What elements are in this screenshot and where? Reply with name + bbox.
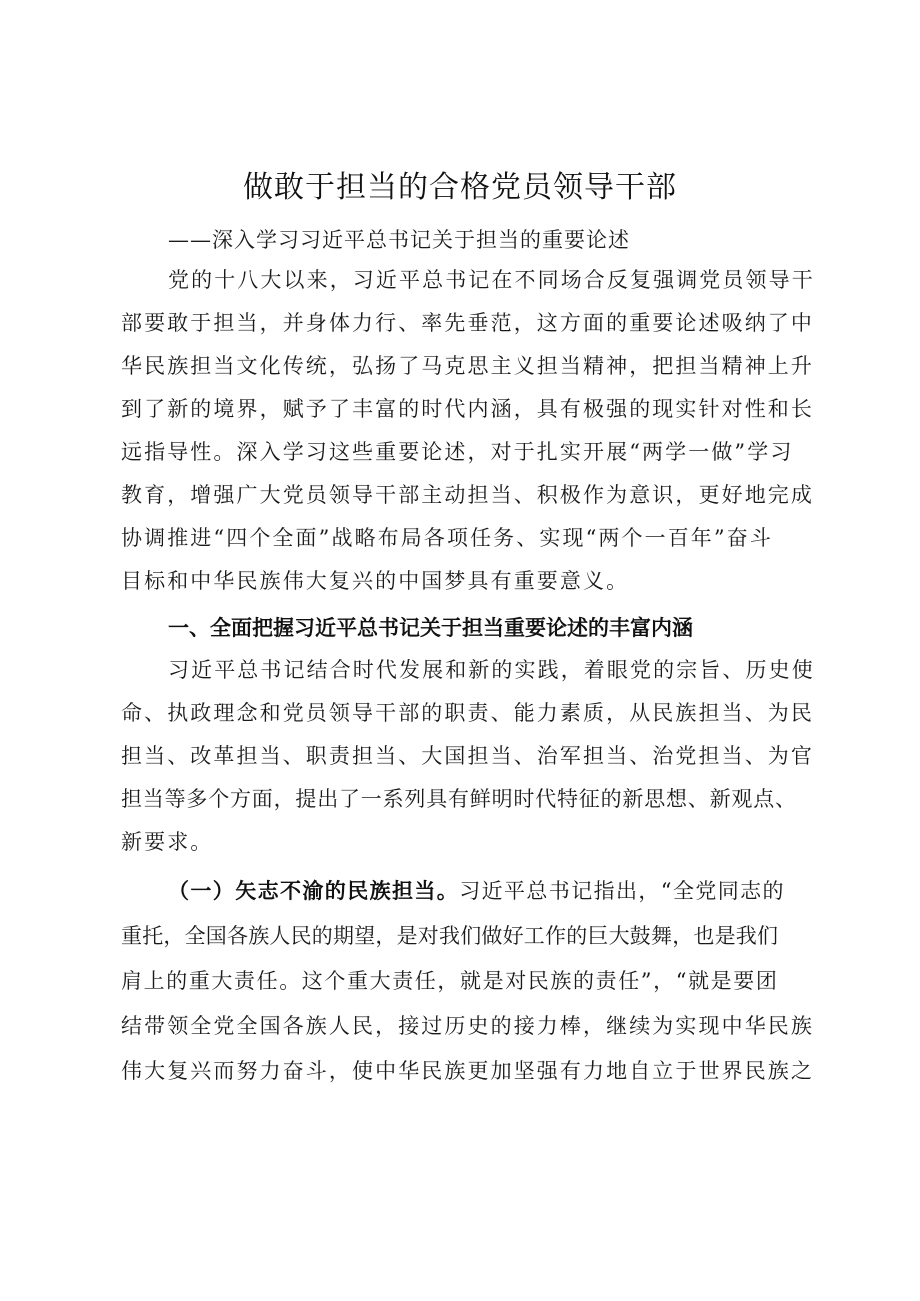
- intro-line: 目标和中华民族伟大复兴的中国梦具有重要意义。: [121, 569, 630, 593]
- subsection-line: 结带领全党全国各族人民，接过历史的接力棒，继续为实现中华民族: [121, 1014, 814, 1038]
- intro-line: 协调推进“四个全面”战略布局各项任务、实现“两个一百年”奋斗: [121, 526, 773, 550]
- section1-line: 命、执政理念和党员领导干部的职责、能力素质，从民族担当、为民: [121, 701, 814, 725]
- section1-line: 担当、改革担当、职责担当、大国担当、治军担当、治党担当、为官: [121, 744, 814, 768]
- intro-line: 远指导性。深入学习这些重要论述，对于扎实开展“两学一做”学习: [121, 440, 794, 464]
- subsection-line: 肩上的重大责任。这个重大责任，就是对民族的责任”，“就是要团: [121, 969, 779, 993]
- subsection-line: 重托，全国各族人民的期望，是对我们做好工作的巨大鼓舞，也是我们: [121, 924, 779, 948]
- document-subtitle: ——深入学习习近平总书记关于担当的重要论述: [168, 228, 630, 252]
- section1-line: 担当等多个方面，提出了一系列具有鲜明时代特征的新思想、新观点、: [121, 787, 797, 811]
- document-title: 做敢于担当的合格党员领导干部: [243, 170, 677, 205]
- intro-line: 教育，增强广大党员领导干部主动担当、积极作为意识，更好地完成: [121, 483, 814, 507]
- intro-line: 部要敢于担当，并身体力行、率先垂范，这方面的重要论述吸纳了中: [121, 311, 814, 335]
- intro-line: 党的十八大以来，习近平总书记在不同场合反复强调党员领导干: [168, 268, 815, 292]
- section1-line: 新要求。: [121, 830, 214, 854]
- subsection-heading: （一）矢志不渝的民族担当。: [168, 879, 460, 903]
- subsection-first-line: [168, 873, 785, 909]
- section1-line: 习近平总书记结合时代发展和新的实践，着眼党的宗旨、历史使: [168, 658, 815, 682]
- intro-line: 华民族担当文化传统，弘扬了马克思主义担当精神，把担当精神上升: [121, 354, 814, 378]
- section-heading: 一、全面把握习近平总书记关于担当重要论述的丰富内涵: [168, 616, 693, 640]
- subsection-first-line-text: 习近平总书记指出，“全党同志的: [459, 879, 785, 903]
- intro-line: 到了新的境界，赋予了丰富的时代内涵，具有极强的现实针对性和长: [121, 397, 814, 421]
- subsection-line: 伟大复兴而努力奋斗，使中华民族更加坚强有力地自立于世界民族之: [121, 1059, 814, 1083]
